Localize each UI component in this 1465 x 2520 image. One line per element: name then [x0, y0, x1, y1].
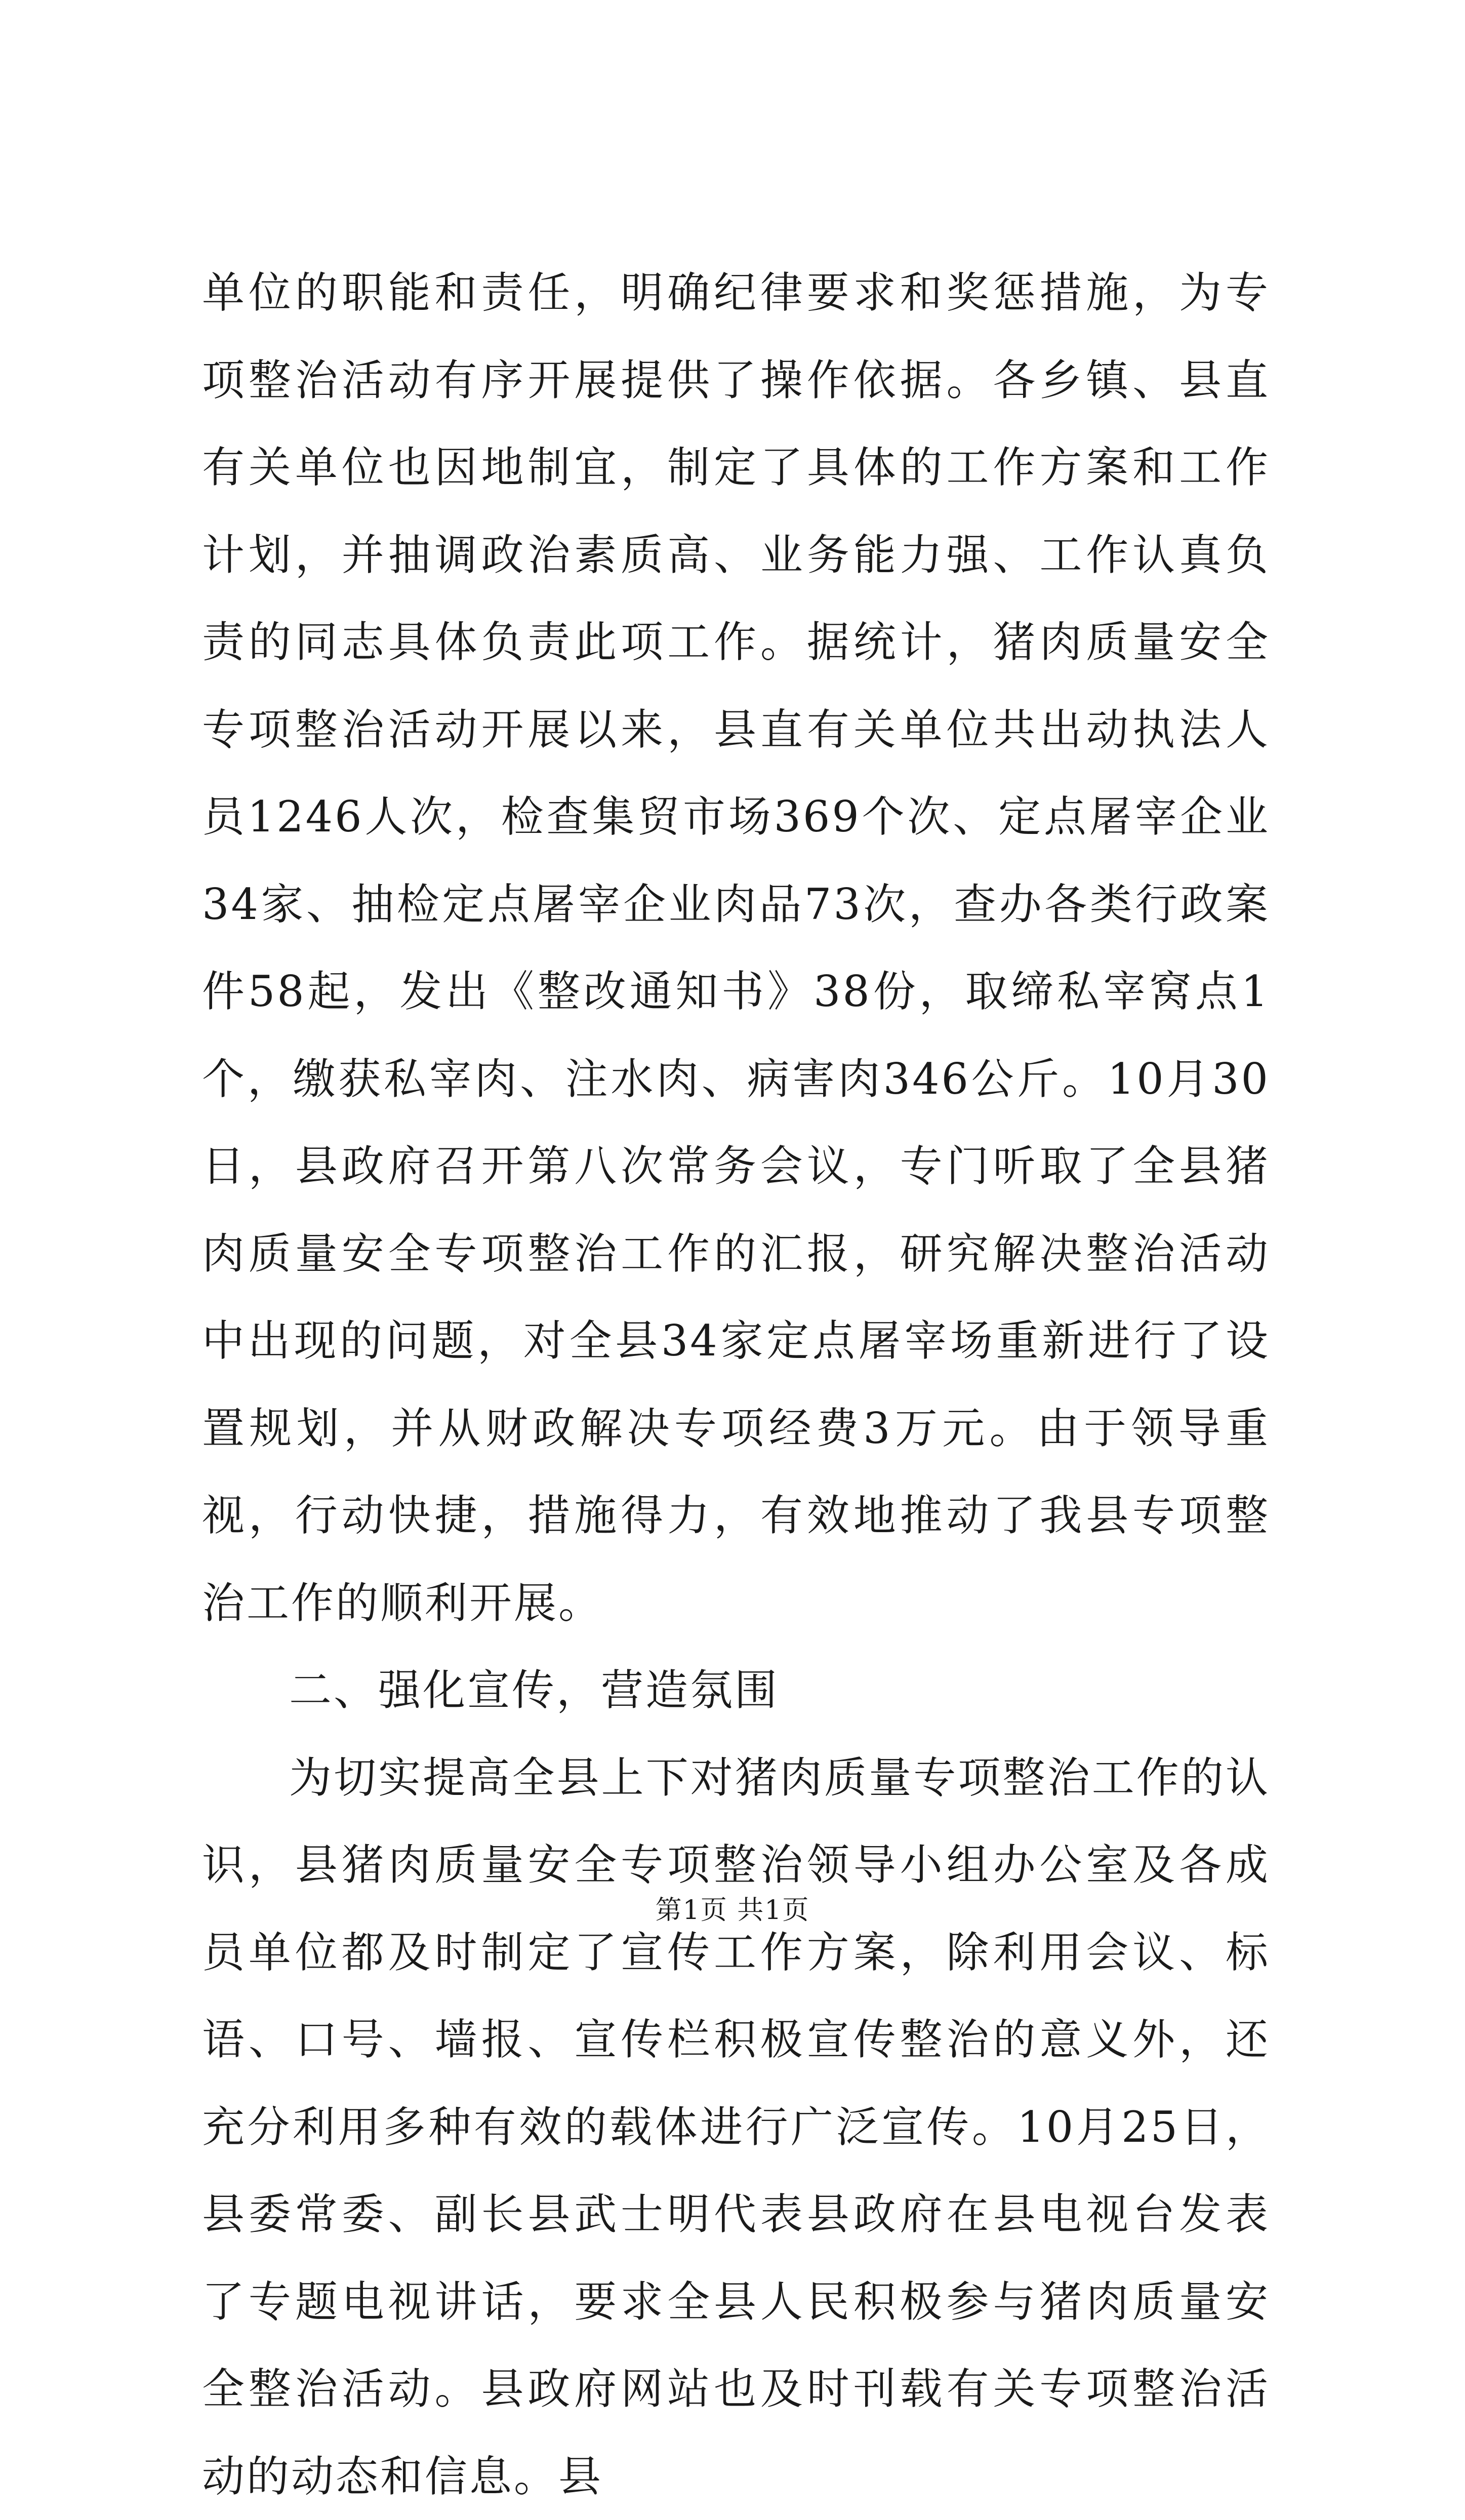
- paragraph-continuation: 单位的职能和责任，明确纪律要求和奖惩措施，为专项整治活动有序开展提供了操作依据。各乡镇、县直有关单位也因地制宜，制定了具体的工作方案和工作计划，并抽调政治素质高、业务能力强、工作认真负责的同志具体负责此项工作。据统计，猪肉质量安全专项整治活动开展以来，县直有关单位共出动执法人员1246人次，检查集贸市场369个次、定点屠宰企业34家、抽检定点屠宰企业肉品73次，查办各类行政案件58起，发出《整改通知书》38份，取缔私宰窝点1个，缴获私宰肉、注水肉、病害肉346公斤。10月30日，县政府召开第八次常务会议，专门听取了全县猪肉质量安全专项整治工作的汇报，研究解决整治活动中出现的问题，对全县34家定点屠宰场重新进行了设置规划，并从财政解决专项经费3万元。由于领导重视，行动快捷，措施得力，有效地推动了我县专项整治工作的顺利开展。: [202, 249, 1270, 1647]
- paragraph-publicity: 为切实提高全县上下对猪肉质量专项整治工作的认识，县猪肉质量安全专项整治领导小组办公室及各成员单位都及时制定了宣传工作方案，除利用会议、标语、口号、墙报、宣传栏积极宣传整治的意义外，还充分利用多种有效的载体进行广泛宣传。10月25日，县委常委、副长县武士明代表县政府在县电视台发表了专题电视讲话，要求全县人民积极参与猪肉质量安全整治活动。县政府网站也及时刊载有关专项整治活动的动态和信息。县: [202, 1734, 1270, 2520]
- section-heading: 二、强化宣传，营造氛围: [202, 1647, 1270, 1734]
- document-body: [202, 249, 1270, 2520]
- page-footer: 第1页 共1页: [0, 1893, 1465, 1928]
